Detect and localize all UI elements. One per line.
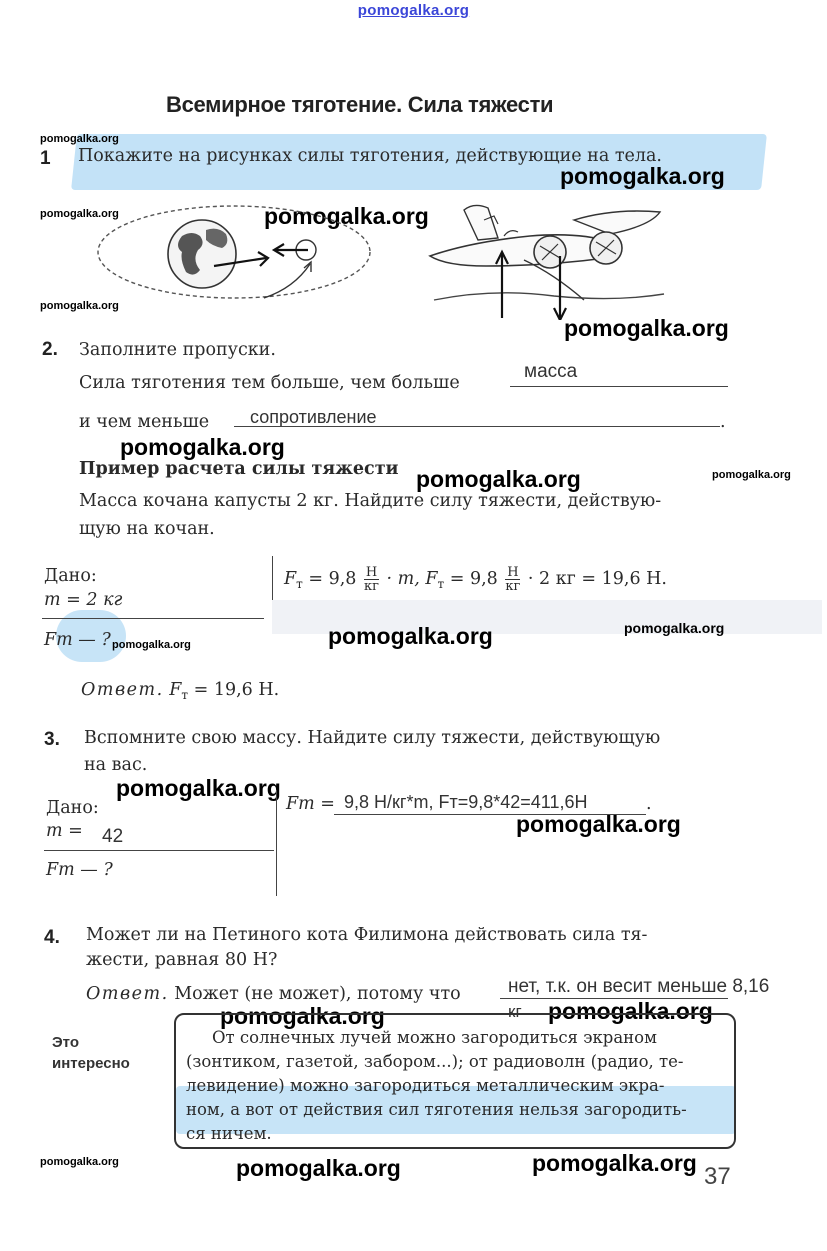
task3-find-label: Fт — ? [46,860,113,880]
task4-prompt-line2: жести, равная 80 Н? [86,950,278,970]
formula-sub: т [437,577,445,591]
watermark-small: pomogalka.org [112,639,191,651]
airplane-fuselage [430,235,616,266]
example-given-label: Дано: [44,566,97,586]
interesting-label-line2: интересно [52,1055,130,1072]
watermark-large: pomogalka.org [516,811,681,837]
watermark-large: pomogalka.org [264,203,429,229]
answer-text: Может (не может), потому что [174,984,461,1004]
example-heading: Пример расчета силы тяжести [79,459,399,479]
answer-line [234,426,720,427]
watermark-large: pomogalka.org [328,623,493,649]
task3-mass-label: m = [46,821,83,841]
watermark-large: pomogalka.org [564,315,729,341]
interesting-line: левидение) можно загородиться металлическим экра- [186,1076,665,1095]
task4-answer-hand1[interactable]: нет, т.к. он весит меньше 8,16 [508,976,770,997]
watermark-small: pomogalka.org [40,208,119,220]
task3-formula-label: Fт = [286,794,335,814]
airplane-tail [464,205,498,240]
task2-answer2[interactable]: сопротивление [250,407,377,427]
answer-label: Ответ. [86,984,169,1004]
unit-fraction: $\frac{Н}{кг}$ [505,565,521,594]
page-number: 37 [704,1163,731,1190]
interesting-line: От солнечных лучей можно загородиться экраном [212,1028,657,1047]
airplane-wing [574,211,660,234]
answer-value: = 19,6 Н. [193,680,280,700]
task3-given-label: Дано: [46,798,99,818]
given-divider [276,790,277,896]
watermark-small: pomogalka.org [40,133,119,145]
task3-formula-answer[interactable]: 9,8 Н/кг*m, Fт=9,8*42=411,6Н [344,792,588,812]
formula-f: F [284,569,297,589]
task2-number: 2. [42,339,58,360]
answer-line [500,998,728,999]
watermark-small: pomogalka.org [40,300,119,312]
task1-prompt: Покажите на рисунках силы тяготения, действующие на тела. [78,146,662,166]
given-separator [42,618,264,619]
watermark-small: pomogalka.org [712,469,791,481]
task4-answer [86,984,461,1004]
answer-line [510,386,728,387]
task3-number: 3. [44,729,60,750]
watermark-large: pomogalka.org [548,998,713,1024]
formula-value: = 9,8 [308,569,357,589]
earth-globe [168,220,236,288]
formula-result: · 2 кг = 19,6 Н. [527,569,667,589]
given-separator [44,850,274,851]
task4-answer-hand2[interactable]: кг [508,1002,522,1021]
interesting-line: ном, а вот от действия сил тяготения нельзя загородить- [186,1100,687,1119]
interesting-line: (зонтиком, газетой, забором...); от радиоволн (радио, те- [186,1052,684,1071]
airplane-illustration [424,190,674,320]
answer-sub: т [181,688,189,702]
example-formula [284,566,667,593]
formula-value: = 9,8 [449,569,498,589]
task4-number: 4. [44,927,60,948]
watermark-large: pomogalka.org [120,434,285,460]
answer-line [334,814,646,815]
watermark-large: pomogalka.org [220,1003,385,1029]
ground-line [434,293,664,300]
watermark-top-link[interactable]: pomogalka.org [357,2,470,19]
given-divider [272,556,273,600]
interesting-text [186,1026,726,1146]
watermark-large: pomogalka.org [236,1155,401,1181]
task3-mass-value[interactable]: 42 [102,826,124,847]
orbit-illustration [94,202,384,310]
interesting-line: ся ничем. [186,1124,272,1143]
watermark-large: pomogalka.org [416,466,581,492]
answer-label: Ответ. [81,680,164,700]
interesting-label-line1: Это [52,1034,79,1051]
example-problem-line2: щую на кочан. [79,519,215,539]
task2-answer1[interactable]: масса [524,361,578,382]
answer-f: F [169,680,182,700]
task2-line1: Сила тяготения тем больше, чем больше [79,373,460,393]
task2-prompt: Заполните пропуски. [79,340,276,360]
watermark-large: pomogalka.org [560,163,725,189]
task3-period: . [646,794,652,814]
task1-number: 1 [40,148,51,169]
task2-period: . [720,412,726,432]
example-given-mass: m = 2 кг [44,590,123,610]
watermark-large: pomogalka.org [532,1150,697,1176]
task3-prompt-line1: Вспомните свою массу. Найдите силу тяжести, действующую [84,728,661,748]
watermark-large: pomogalka.org [116,775,281,801]
orbit-direction-arrow [264,264,310,298]
example-answer [81,680,279,702]
watermark-small: pomogalka.org [624,620,725,636]
task3-prompt-line2: на вас. [84,755,148,775]
formula-mass: · m, F [386,569,438,589]
watermark-small: pomogalka.org [40,1156,119,1168]
task4-prompt-line1: Может ли на Петиного кота Филимона действовать сила тя- [86,925,648,945]
formula-sub: т [296,577,303,591]
example-problem-line1: Масса кочана капусты 2 кг. Найдите силу тяжести, действую- [79,491,662,511]
task2-line2: и чем меньше [79,412,210,432]
example-given-find: Fт — ? [44,630,111,650]
unit-fraction: $\frac{Н}{кг}$ [364,565,379,594]
page-title: Всемирное тяготение. Сила тяжести [166,92,554,117]
